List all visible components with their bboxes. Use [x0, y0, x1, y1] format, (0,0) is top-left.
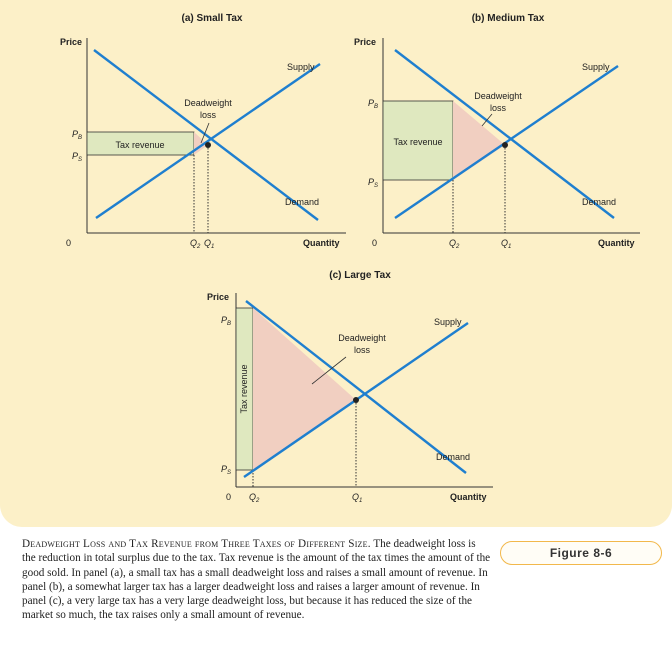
panel-b-x-axis-label: Quantity [598, 238, 635, 248]
panel-c-y-axis-label: Price [207, 292, 230, 302]
panel-a-tax-revenue-label: Tax revenue [115, 140, 165, 150]
panel-b-title: (b) Medium Tax [471, 13, 545, 24]
panel-a-x-axis-label: Quantity [303, 238, 340, 248]
figure-number-badge: Figure 8-6 [500, 541, 662, 565]
panel-c-pb-label: $P_B$ [221, 315, 232, 327]
panel-a-deadweight-label-2: loss [199, 110, 217, 120]
panel-b-pb-label: $P_B$ [368, 98, 379, 110]
panel-b-equilibrium-point [502, 142, 508, 148]
panel-a-equilibrium-point [205, 142, 211, 148]
panel-a-demand-label: Demand [285, 197, 320, 207]
panel-a-deadweight-label-1: Deadweight [184, 98, 232, 108]
panel-b-ps-label: $P_S$ [368, 177, 379, 189]
panel-b-demand-label: Demand [582, 197, 617, 207]
panel-a-title: (a) Small Tax [181, 13, 243, 24]
panel-c-origin: 0 [226, 492, 232, 502]
panel-a-pb-label: $P_B$ [72, 129, 83, 141]
panel-medium-tax [354, 13, 640, 250]
panel-a-origin: 0 [66, 238, 72, 248]
caption-title: Deadweight Loss and Tax Revenue from Three Taxes of Different Size. [22, 538, 371, 550]
figure-caption [22, 537, 492, 623]
panel-large-tax [207, 270, 493, 504]
panel-b-y-axis-label: Price [354, 37, 377, 47]
panel-c-deadweight-label-2: loss [353, 345, 371, 355]
panel-a-q1-label: $Q_1$ [204, 238, 215, 250]
panel-c-deadweight-label-1: Deadweight [338, 333, 386, 343]
panel-c-q2-label: $Q_2$ [249, 492, 260, 504]
panel-c-title: (c) Large Tax [329, 270, 391, 281]
panel-c-q1-label: $Q_1$ [352, 492, 363, 504]
panel-a-y-axis-label: Price [60, 37, 83, 47]
panel-b-deadweight-label-2: loss [489, 103, 507, 113]
panel-b-q1-label: $Q_1$ [501, 238, 512, 250]
panel-a-ps-label: $P_S$ [72, 151, 83, 163]
panel-a-supply-label: Supply [287, 62, 315, 72]
panel-b-q2-label: $Q_2$ [449, 238, 460, 250]
panel-c-supply-label: Supply [434, 317, 462, 327]
panel-b-origin: 0 [372, 238, 378, 248]
panel-c-x-axis-label: Quantity [450, 492, 487, 502]
panel-b-deadweight-label-1: Deadweight [474, 91, 522, 101]
panel-c-demand-label: Demand [436, 452, 471, 462]
panel-a-q2-label: $Q_2$ [190, 238, 201, 250]
panel-c-ps-label: $P_S$ [221, 464, 232, 476]
panel-b-tax-revenue-label: Tax revenue [393, 137, 443, 147]
panel-small-tax [60, 13, 346, 250]
caption-body: The deadweight loss is the reduction in total surplus due to the tax. Tax revenue is the amount of the tax times the amount of the good sold. In panel (a), a small tax has a small deadweight loss and raises a small amount of revenue. In panel (b), a somewhat larger tax has a larger deadweight loss and raises a larger amount of revenue. In panel (c), a very large tax has a very large deadweight loss, but because it has reduced the size of the market so much, the tax raises only a small amount of revenue. [22, 538, 491, 622]
panel-c-equilibrium-point [353, 397, 359, 403]
panel-c-tax-revenue-label: Tax revenue [239, 364, 249, 414]
panel-b-supply-label: Supply [582, 62, 610, 72]
